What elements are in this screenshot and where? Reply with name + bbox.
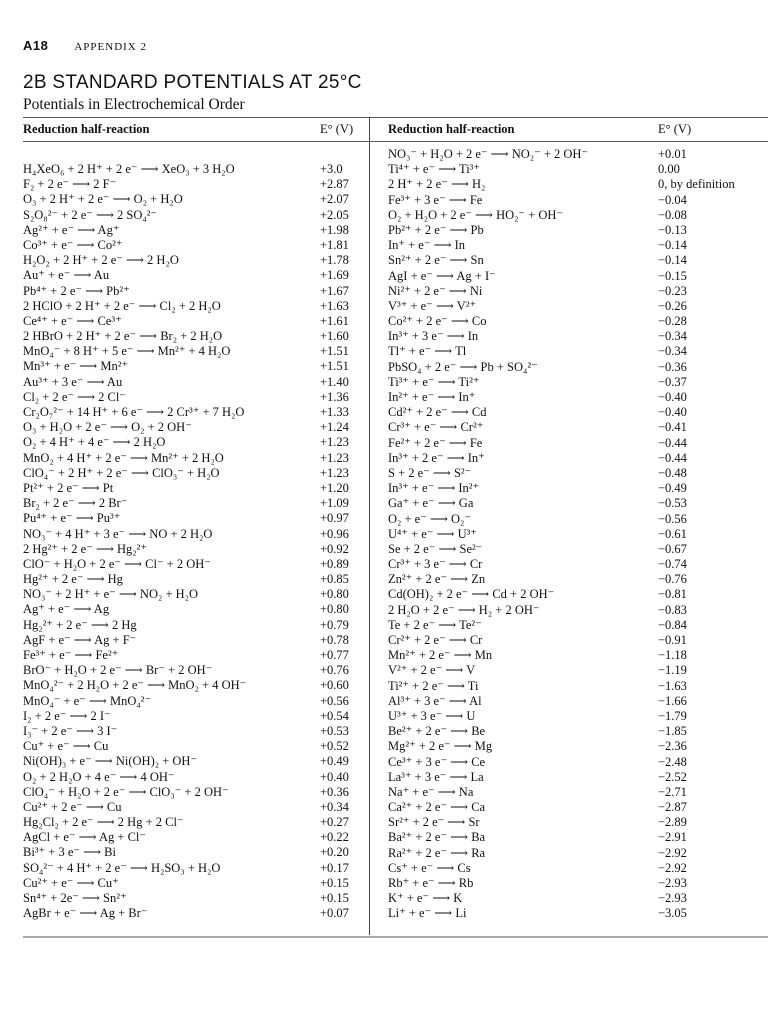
half-reaction: V²⁺ + 2 e⁻ ⟶ V (388, 663, 476, 678)
standard-potential: +2.05 (320, 207, 349, 222)
half-reaction: Hg₂²⁺ + 2 e⁻ ⟶ 2 Hg (23, 617, 137, 632)
half-reaction: NO₃⁻ + 4 H⁺ + 3 e⁻ ⟶ NO + 2 H₂O (23, 526, 213, 541)
standard-potential: −0.26 (658, 298, 687, 313)
standard-potential: +2.87 (320, 177, 349, 192)
standard-potential: +3.0 (320, 162, 343, 176)
left-potential-header (320, 122, 353, 137)
standard-potential: +0.76 (320, 663, 349, 678)
half-reaction: AgI + e⁻ ⟶ Ag + I⁻ (388, 268, 496, 283)
page-title: 2B STANDARD POTENTIALS AT 25°C (23, 72, 362, 93)
half-reaction: Sn⁴⁺ + 2e⁻ ⟶ Sn²⁺ (23, 891, 127, 905)
half-reaction: O₃ + 2 H⁺ + 2 e⁻ ⟶ O₂ + H₂O (23, 192, 183, 207)
standard-potential: +0.85 (320, 572, 349, 587)
standard-potential: +0.52 (320, 739, 349, 754)
right-potential-header-label: E° (V) (658, 122, 692, 136)
standard-potential: −2.71 (658, 784, 687, 799)
standard-potential: +1.69 (320, 268, 349, 283)
half-reaction: Cu⁺ + e⁻ ⟶ Cu (23, 739, 109, 754)
half-reaction: Be²⁺ + 2 e⁻ ⟶ Be (388, 724, 486, 739)
half-reaction: Cr³⁺ + e⁻ ⟶ Cr²⁺ (388, 420, 484, 435)
half-reaction: O₂ + 2 H₂O + 4 e⁻ ⟶ 4 OH⁻ (23, 769, 175, 784)
standard-potential: +0.17 (320, 860, 349, 875)
standard-potential: +1.63 (320, 298, 349, 313)
right-potential-header (658, 122, 691, 137)
half-reaction: Ce⁴⁺ + e⁻ ⟶ Ce³⁺ (23, 313, 122, 328)
standard-potential: +0.01 (658, 147, 687, 161)
half-reaction: V³⁺ + e⁻ ⟶ V²⁺ (388, 298, 477, 313)
half-reaction: Te + 2 e⁻ ⟶ Te²⁻ (388, 617, 482, 632)
half-reaction: Cu²⁺ + 2 e⁻ ⟶ Cu (23, 799, 122, 814)
standard-potential: −0.34 (658, 344, 687, 359)
standard-potential: +0.34 (320, 799, 349, 814)
half-reaction: O₃ + H₂O + 2 e⁻ ⟶ O₂ + 2 OH⁻ (23, 420, 192, 435)
half-reaction: Zn²⁺ + 2 e⁻ ⟶ Zn (388, 572, 486, 587)
standard-potential: −0.53 (658, 496, 687, 511)
half-reaction: Al³⁺ + 3 e⁻ ⟶ Al (388, 693, 482, 708)
half-reaction: H₄XeO₆ + 2 H⁺ + 2 e⁻ ⟶ XeO₃ + 3 H₂O (23, 162, 235, 176)
half-reaction: BrO⁻ + H₂O + 2 e⁻ ⟶ Br⁻ + 2 OH⁻ (23, 663, 213, 678)
standard-potential: −2.36 (658, 739, 687, 754)
standard-potential: +1.51 (320, 359, 349, 374)
standard-potential: +1.23 (320, 435, 349, 450)
standard-potential: −0.08 (658, 207, 687, 222)
half-reaction: Pb²⁺ + 2 e⁻ ⟶ Pb (388, 222, 484, 237)
half-reaction: Mn³⁺ + e⁻ ⟶ Mn²⁺ (23, 359, 129, 374)
standard-potential: +1.23 (320, 450, 349, 465)
standard-potential: +0.22 (320, 830, 349, 845)
standard-potential: −0.04 (658, 192, 687, 207)
standard-potential: −0.13 (658, 222, 687, 237)
half-reaction: 2 HBrO + 2 H⁺ + 2 e⁻ ⟶ Br₂ + 2 H₂O (23, 329, 223, 344)
half-reaction: 2 Hg²⁺ + 2 e⁻ ⟶ Hg₂²⁺ (23, 541, 147, 556)
standard-potential: −1.63 (658, 678, 687, 693)
half-reaction: Cr³⁺ + 3 e⁻ ⟶ Cr (388, 557, 483, 572)
half-reaction: Cr²⁺ + 2 e⁻ ⟶ Cr (388, 633, 483, 647)
standard-potential: +0.78 (320, 632, 349, 647)
standard-potential: −0.76 (658, 572, 687, 587)
appendix-label: APPENDIX 2 (74, 41, 148, 53)
standard-potential: +1.81 (320, 237, 349, 252)
half-reaction: AgF + e⁻ ⟶ Ag + F⁻ (23, 632, 137, 647)
standard-potential: +0.36 (320, 784, 349, 799)
half-reaction: O₂ + e⁻ ⟶ O₂⁻ (388, 511, 471, 526)
standard-potential: −3.05 (658, 906, 687, 921)
half-reaction: Sn²⁺ + 2 e⁻ ⟶ Sn (388, 253, 484, 268)
half-reaction: Mn²⁺ + 2 e⁻ ⟶ Mn (388, 648, 493, 663)
half-reaction: O₂ + 4 H⁺ + 4 e⁻ ⟶ 2 H₂O (23, 435, 166, 450)
standard-potential: +0.15 (320, 891, 349, 905)
half-reaction: Ag⁺ + e⁻ ⟶ Ag (23, 602, 110, 617)
half-reaction: In³⁺ + e⁻ ⟶ In²⁺ (388, 481, 480, 496)
half-reaction: Ca²⁺ + 2 e⁻ ⟶ Ca (388, 800, 486, 815)
standard-potential: +0.27 (320, 815, 349, 830)
left-potential-header-label: E° (V) (320, 122, 354, 136)
standard-potential: +1.09 (320, 496, 349, 511)
half-reaction: Hg²⁺ + 2 e⁻ ⟶ Hg (23, 572, 123, 587)
standard-potential: −2.92 (658, 845, 687, 860)
standard-potential: −2.48 (658, 754, 687, 769)
half-reaction: Cl₂ + 2 e⁻ ⟶ 2 Cl⁻ (23, 389, 126, 404)
half-reaction: U³⁺ + 3 e⁻ ⟶ U (388, 708, 476, 723)
half-reaction: ClO₄⁻ + H₂O + 2 e⁻ ⟶ ClO₃⁻ + 2 OH⁻ (23, 784, 229, 799)
standard-potential: +1.98 (320, 222, 349, 237)
standard-potential: +1.23 (320, 465, 349, 480)
half-reaction: Li⁺ + e⁻ ⟶ Li (388, 906, 467, 921)
standard-potential: +1.67 (320, 283, 349, 298)
half-reaction: Fe²⁺ + 2 e⁻ ⟶ Fe (388, 435, 483, 450)
half-reaction: Ce³⁺ + 3 e⁻ ⟶ Ce (388, 754, 486, 769)
half-reaction: I₃⁻ + 2 e⁻ ⟶ 3 I⁻ (23, 723, 118, 738)
standard-potential: +1.60 (320, 329, 349, 344)
standard-potential: −0.14 (658, 238, 687, 253)
half-reaction: AgBr + e⁻ ⟶ Ag + Br⁻ (23, 906, 148, 921)
half-reaction: MnO₄²⁻ + 2 H₂O + 2 e⁻ ⟶ MnO₂ + 4 OH⁻ (23, 678, 247, 693)
standard-potential: +0.54 (320, 708, 349, 723)
standard-potential: +0.79 (320, 617, 349, 632)
half-reaction: Sr²⁺ + 2 e⁻ ⟶ Sr (388, 815, 480, 830)
standard-potential: +0.97 (320, 511, 349, 526)
half-reaction: F₂ + 2 e⁻ ⟶ 2 F⁻ (23, 177, 117, 192)
half-reaction: S + 2 e⁻ ⟶ S²⁻ (388, 465, 472, 480)
standard-potential: +0.77 (320, 648, 349, 662)
standard-potential: −0.34 (658, 329, 687, 344)
standard-potential: −0.23 (658, 283, 687, 298)
table-header-rule (23, 141, 768, 142)
half-reaction: Ra²⁺ + 2 e⁻ ⟶ Ra (388, 845, 486, 860)
standard-potential: −0.40 (658, 405, 687, 420)
half-reaction: MnO₄⁻ + 8 H⁺ + 5 e⁻ ⟶ Mn²⁺ + 4 H₂O (23, 344, 231, 359)
half-reaction: I₂ + 2 e⁻ ⟶ 2 I⁻ (23, 708, 111, 723)
half-reaction: Hg₂Cl₂ + 2 e⁻ ⟶ 2 Hg + 2 Cl⁻ (23, 815, 184, 830)
half-reaction: Mg²⁺ + 2 e⁻ ⟶ Mg (388, 739, 493, 754)
standard-potential: +0.49 (320, 754, 349, 769)
half-reaction: ClO₄⁻ + 2 H⁺ + 2 e⁻ ⟶ ClO₃⁻ + H₂O (23, 465, 220, 480)
standard-potential: +0.15 (320, 875, 349, 890)
right-reaction-header: Reduction half-reaction (388, 122, 515, 136)
half-reaction: H₂O₂ + 2 H⁺ + 2 e⁻ ⟶ 2 H₂O (23, 253, 179, 268)
half-reaction: K⁺ + e⁻ ⟶ K (388, 891, 463, 906)
standard-potential: +1.20 (320, 480, 349, 495)
half-reaction: Cd(OH)₂ + 2 e⁻ ⟶ Cd + 2 OH⁻ (388, 587, 555, 602)
standard-potential: −2.92 (658, 860, 687, 875)
standard-potential: +0.80 (320, 587, 349, 602)
standard-potential: −0.44 (658, 435, 687, 450)
half-reaction: Ga⁺ + e⁻ ⟶ Ga (388, 496, 474, 511)
half-reaction: Na⁺ + e⁻ ⟶ Na (388, 784, 474, 799)
standard-potential: −0.81 (658, 587, 687, 602)
standard-potential: −0.15 (658, 268, 687, 283)
half-reaction: Ti³⁺ + e⁻ ⟶ Ti²⁺ (388, 374, 480, 389)
half-reaction: NO₃⁻ + H₂O + 2 e⁻ ⟶ NO₂⁻ + 2 OH⁻ (388, 147, 589, 161)
half-reaction: Cu²⁺ + e⁻ ⟶ Cu⁺ (23, 875, 119, 890)
standard-potential: −0.37 (658, 374, 687, 389)
standard-potential: −1.85 (658, 724, 687, 739)
half-reaction: MnO₄⁻ + e⁻ ⟶ MnO₄²⁻ (23, 693, 152, 708)
standard-potential: −2.93 (658, 876, 687, 890)
half-reaction: Fe³⁺ + 3 e⁻ ⟶ Fe (388, 192, 483, 207)
left-reaction-header: Reduction half-reaction (23, 122, 150, 136)
half-reaction: Au³⁺ + 3 e⁻ ⟶ Au (23, 374, 123, 389)
half-reaction: Ti²⁺ + 2 e⁻ ⟶ Ti (388, 678, 479, 693)
standard-potential: −0.44 (658, 450, 687, 465)
standard-potential: −0.49 (658, 481, 687, 496)
standard-potential: −1.19 (658, 663, 687, 678)
standard-potential: −0.41 (658, 420, 687, 435)
standard-potential: +1.78 (320, 253, 349, 268)
running-header (23, 37, 753, 55)
standard-potential: +1.24 (320, 420, 349, 435)
half-reaction: Cd²⁺ + 2 e⁻ ⟶ Cd (388, 405, 487, 420)
half-reaction: Tl⁺ + e⁻ ⟶ Tl (388, 344, 467, 359)
standard-potential: −0.56 (658, 511, 687, 526)
half-reaction: Co²⁺ + 2 e⁻ ⟶ Co (388, 314, 487, 329)
standard-potential: +0.60 (320, 678, 349, 693)
standard-potential: +1.51 (320, 344, 349, 359)
half-reaction: In³⁺ + 3 e⁻ ⟶ In (388, 329, 479, 344)
standard-potential: −0.61 (658, 526, 687, 541)
standard-potential: −0.48 (658, 465, 687, 480)
standard-potential: −1.66 (658, 693, 687, 708)
standard-potential: +0.96 (320, 526, 349, 541)
half-reaction: Co³⁺ + e⁻ ⟶ Co²⁺ (23, 237, 123, 252)
standard-potential: +0.07 (320, 906, 349, 921)
half-reaction: Rb⁺ + e⁻ ⟶ Rb (388, 876, 474, 890)
standard-potential: −0.28 (658, 314, 687, 329)
page-number: A18 (23, 38, 49, 53)
table-top-rule (23, 117, 768, 118)
standard-potential: +1.40 (320, 374, 349, 389)
half-reaction: ClO⁻ + H₂O + 2 e⁻ ⟶ Cl⁻ + 2 OH⁻ (23, 556, 211, 571)
page-subtitle: Potentials in Electrochemical Order (23, 96, 245, 113)
half-reaction: 2 HClO + 2 H⁺ + 2 e⁻ ⟶ Cl₂ + 2 H₂O (23, 298, 221, 313)
half-reaction: Br₂ + 2 e⁻ ⟶ 2 Br⁻ (23, 496, 128, 511)
half-reaction: S₂O₈²⁻ + 2 e⁻ ⟶ 2 SO₄²⁻ (23, 207, 158, 222)
half-reaction: In⁺ + e⁻ ⟶ In (388, 238, 466, 253)
half-reaction: AgCl + e⁻ ⟶ Ag + Cl⁻ (23, 830, 146, 845)
half-reaction: NO₃⁻ + 2 H⁺ + e⁻ ⟶ NO₂ + H₂O (23, 587, 199, 602)
half-reaction: Ni²⁺ + 2 e⁻ ⟶ Ni (388, 283, 483, 298)
standard-potential: 0, by definition (658, 177, 735, 192)
standard-potential: −0.67 (658, 541, 687, 556)
standard-potential: +0.40 (320, 769, 349, 784)
half-reaction: O₂ + H₂O + 2 e⁻ ⟶ HO₂⁻ + OH⁻ (388, 207, 564, 222)
standard-potential: −0.36 (658, 359, 687, 374)
half-reaction: Cs⁺ + e⁻ ⟶ Cs (388, 860, 471, 875)
half-reaction: U⁴⁺ + e⁻ ⟶ U³⁺ (388, 526, 477, 541)
standard-potential: −2.52 (658, 769, 687, 784)
standard-potential: −0.74 (658, 557, 687, 572)
half-reaction: Au⁺ + e⁻ ⟶ Au (23, 268, 110, 283)
half-reaction: Ag²⁺ + e⁻ ⟶ Ag⁺ (23, 222, 120, 237)
half-reaction: Bi³⁺ + 3 e⁻ ⟶ Bi (23, 845, 116, 860)
half-reaction: In³⁺ + 2 e⁻ ⟶ In⁺ (388, 450, 485, 465)
half-reaction: Pb⁴⁺ + 2 e⁻ ⟶ Pb²⁺ (23, 283, 130, 298)
standard-potential: −2.91 (658, 830, 687, 845)
half-reaction: 2 H⁺ + 2 e⁻ ⟶ H₂ (388, 177, 486, 192)
standard-potential: +0.56 (320, 693, 349, 708)
column-divider (369, 118, 370, 935)
half-reaction: Se + 2 e⁻ ⟶ Se²⁻ (388, 541, 483, 556)
half-reaction: PbSO₄ + 2 e⁻ ⟶ Pb + SO₄²⁻ (388, 359, 538, 374)
standard-potential: +1.61 (320, 313, 349, 328)
standard-potential: −2.89 (658, 815, 687, 830)
half-reaction: La³⁺ + 3 e⁻ ⟶ La (388, 769, 484, 784)
standard-potential: −1.18 (658, 648, 687, 663)
standard-potential: +2.07 (320, 192, 349, 207)
half-reaction: Ti⁴⁺ + e⁻ ⟶ Ti³⁺ (388, 162, 481, 177)
standard-potential: −2.93 (658, 891, 687, 906)
half-reaction: Fe³⁺ + e⁻ ⟶ Fe²⁺ (23, 648, 119, 662)
standard-potential: −0.40 (658, 390, 687, 404)
half-reaction: Ba²⁺ + 2 e⁻ ⟶ Ba (388, 830, 486, 845)
standard-potential: +0.92 (320, 541, 349, 556)
standard-potential: −0.14 (658, 253, 687, 268)
table-bottom-rule (23, 936, 768, 938)
standard-potential: +0.20 (320, 845, 349, 860)
standard-potential: −1.79 (658, 708, 687, 723)
half-reaction: Pu⁴⁺ + e⁻ ⟶ Pu³⁺ (23, 511, 121, 526)
standard-potential: −2.87 (658, 800, 687, 815)
standard-potential: +1.36 (320, 389, 349, 404)
standard-potential: +0.80 (320, 602, 349, 617)
half-reaction: Ni(OH)₃ + e⁻ ⟶ Ni(OH)₂ + OH⁻ (23, 754, 198, 769)
half-reaction: Cr₂O₇²⁻ + 14 H⁺ + 6 e⁻ ⟶ 2 Cr³⁺ + 7 H₂O (23, 405, 245, 419)
standard-potential: −0.83 (658, 602, 687, 617)
standard-potential: 0.00 (658, 162, 680, 177)
standard-potential: −0.84 (658, 617, 687, 632)
standard-potential: +0.89 (320, 556, 349, 571)
half-reaction: Pt²⁺ + 2 e⁻ ⟶ Pt (23, 480, 114, 495)
half-reaction: In²⁺ + e⁻ ⟶ In⁺ (388, 390, 476, 404)
standard-potential: +0.53 (320, 723, 349, 738)
half-reaction: 2 H₂O + 2 e⁻ ⟶ H₂ + 2 OH⁻ (388, 602, 540, 617)
standard-potential: −0.91 (658, 633, 687, 647)
standard-potential: +1.33 (320, 405, 349, 419)
half-reaction: MnO₂ + 4 H⁺ + 2 e⁻ ⟶ Mn²⁺ + 2 H₂O (23, 450, 224, 465)
half-reaction: SO₄²⁻ + 4 H⁺ + 2 e⁻ ⟶ H₂SO₃ + H₂O (23, 860, 221, 875)
